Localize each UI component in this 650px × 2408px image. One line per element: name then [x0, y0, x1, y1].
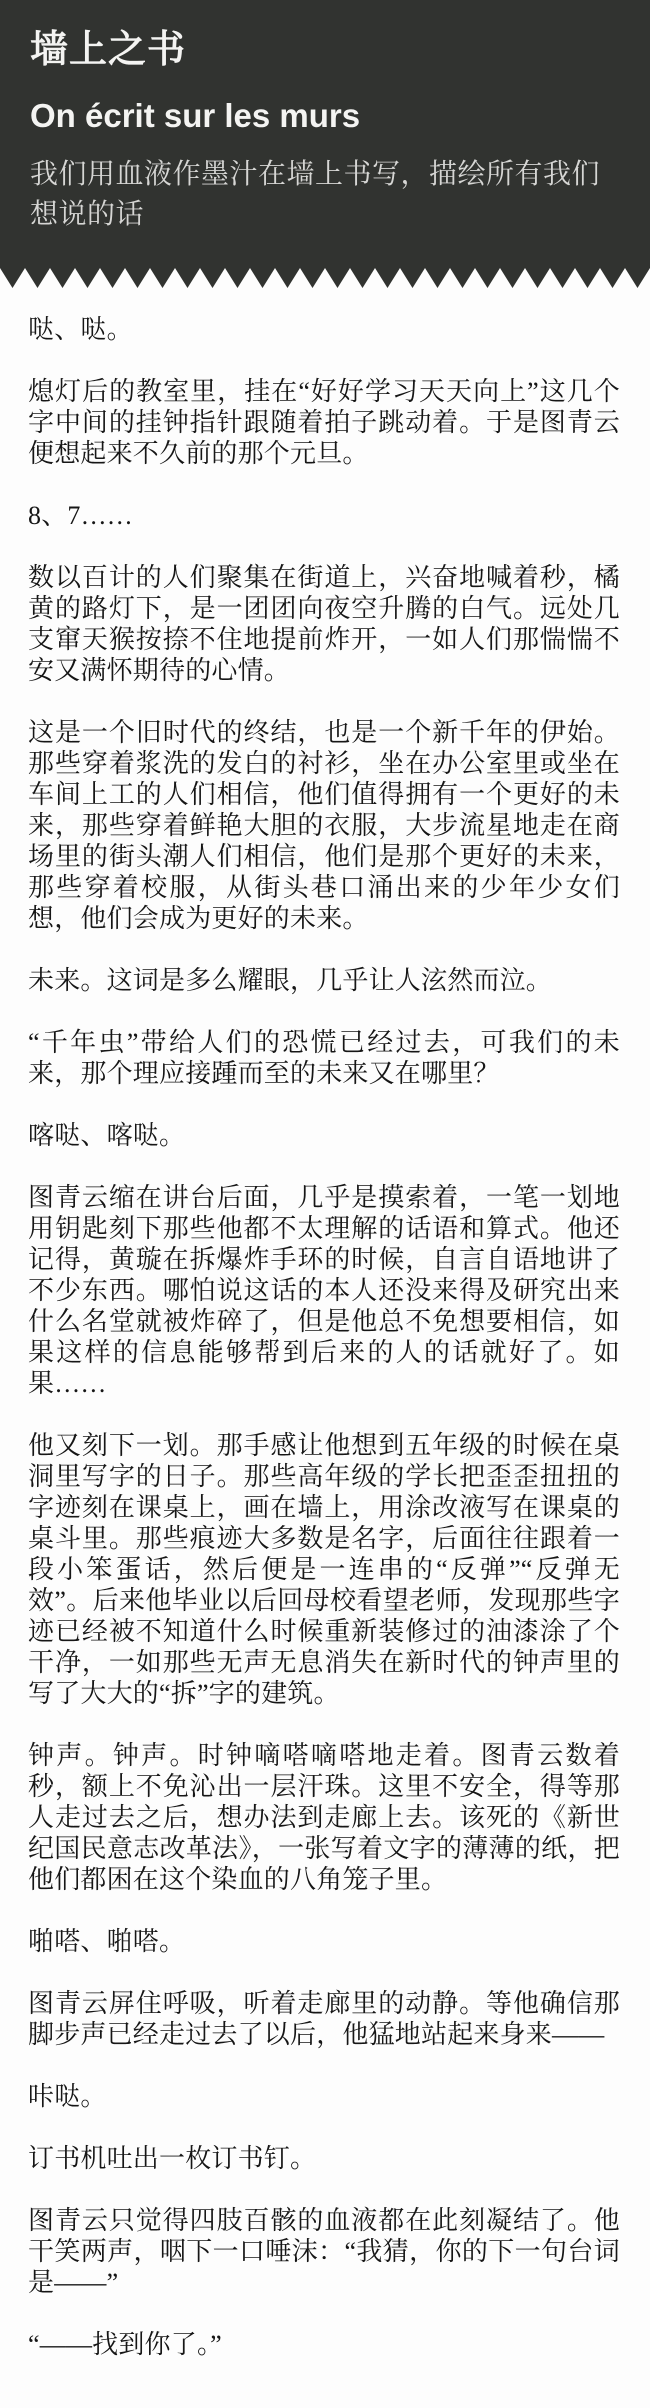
story-paragraph: 他又刻下一划。那手感让他想到五年级的时候在桌洞里写字的日子。那些高年级的学长把歪歪扭扭的字迹刻在课桌上，画在墙上，用涂改液写在课桌的桌斗里。那些痕迹大多数是名字，后面往往跟着一段小笨蛋话，然后便是一连串的“反弹”“反弹无效”。后来他毕业以后回母校看望老师，发现那些字迹已经被不知道什么时候重新装修过的油漆涂了个干净，一如那些无声无息消失在新时代的钟声里的写了大大的“拆”字的建筑。 [28, 1431, 620, 1709]
story-paragraph: 图青云只觉得四肢百骸的血液都在此刻凝结了。他干笑两声，咽下一口唾沫：“我猜，你的下一句台词是——” [28, 2206, 620, 2298]
story-paragraph: 数以百计的人们聚集在街道上，兴奋地喊着秒，橘黄的路灯下，是一团团向夜空升腾的白气。远处几支窜天猴按捺不住地提前炸开，一如人们那惴惴不安又满怀期待的心情。 [28, 563, 620, 686]
story-paragraph: 未来。这词是多么耀眼，几乎让人泫然而泣。 [28, 966, 553, 996]
page-title: 墙上之书 [30, 29, 187, 71]
story-paragraph: 这是一个旧时代的终结，也是一个新千年的伊始。那些穿着浆洗的发白的衬衫，坐在办公室里或坐在车间上工的人们相信，他们值得拥有一个更好的未来，那些穿着鲜艳大胆的衣服，大步流星地走在商场里的街头潮人们相信，他们是那个更好的未来，那些穿着校服，从街头巷口涌出来的少年少女们想，他们会成为更好的未来。 [28, 718, 620, 934]
page-description: 我们用血液作墨汁在墙上书写，描绘所有我们想说的话 [30, 158, 601, 230]
story-paragraph: 熄灯后的教室里，挂在“好好学习天天向上”这几个字中间的挂钟指针跟随着拍子跳动着。于是图青云便想起来不久前的那个元旦。 [28, 377, 620, 469]
story-paragraph: 咔哒。 [28, 2082, 107, 2112]
story-paragraph: 图青云缩在讲台后面，几乎是摸索着，一笔一划地用钥匙刻下那些他都不太理解的话语和算式。他还记得，黄璇在拆爆炸手环的时候，自言自语地讲了不少东西。哪怕说这话的本人还没来得及研究出来什么名堂就被炸碎了，但是他总不免想要相信，如果这样的信息能够帮到后来的人的话就好了。如果…… [28, 1183, 620, 1399]
story-paragraph: 哒、哒。 [28, 315, 133, 345]
story-paragraph: “千年虫”带给人们的恐慌已经过去，可我们的未来，那个理应接踵而至的未来又在哪里？ [28, 1028, 620, 1089]
zigzag-torn-edge [0, 268, 650, 288]
story-paragraph: 啪嗒、啪嗒。 [28, 1927, 186, 1957]
story-paragraph: 图青云屏住呼吸，听着走廊里的动静。等他确信那脚步声已经走过去了以后，他猛地站起来身来—— [28, 1989, 620, 2050]
story-paragraph: 订书机吐出一枚订书钉。 [28, 2144, 317, 2174]
story-paragraph: 钟声。钟声。时钟嘀嗒嘀嗒地走着。图青云数着秒，额上不免沁出一层汗珠。这里不安全，得等那人走过去之后，想办法到走廊上去。该死的《新世纪国民意志改革法》，一张写着文字的薄薄的纸，把他们都困在这个染血的八角笼子里。 [28, 1741, 620, 1895]
story-paragraph: 8、7…… [28, 501, 134, 531]
page-subtitle-french: On écrit sur les murs [30, 96, 361, 134]
story-body [0, 288, 650, 2400]
story-paragraph: “——找到你了。” [28, 2330, 222, 2360]
story-header [0, 0, 650, 268]
story-paragraph: 喀哒、喀哒。 [28, 1121, 186, 1151]
